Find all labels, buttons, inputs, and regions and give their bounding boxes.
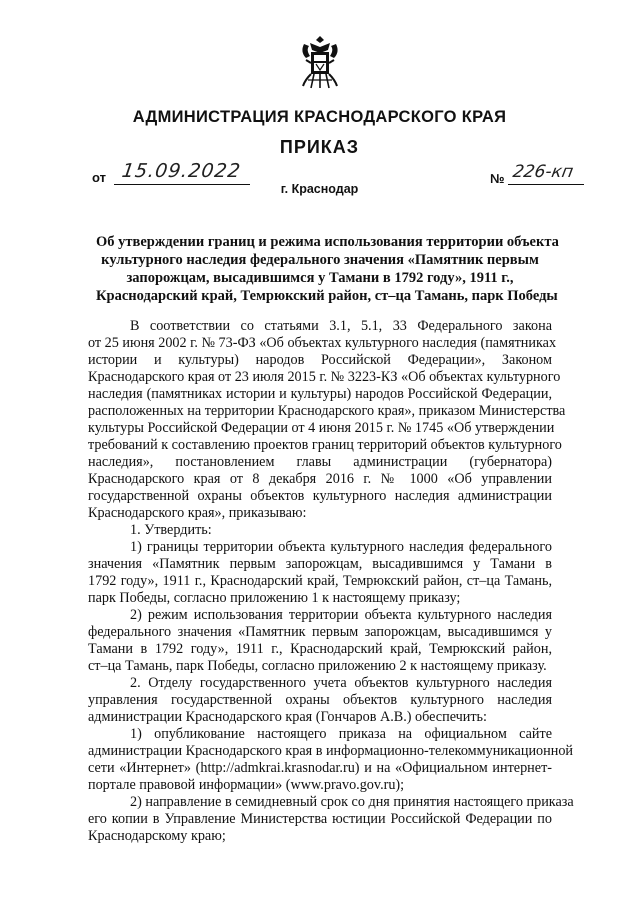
- order-title: [96, 233, 559, 305]
- document-type: ПРИКАЗ: [279, 137, 360, 157]
- title-line: Об утверждении границ и режима использования территории объекта: [96, 234, 559, 250]
- organization-name: АДМИНИСТРАЦИЯ КРАСНОДАРСКОГО КРАЯ: [132, 108, 507, 126]
- body-line: наследия (памятниках истории и культуры) народов Российской Федерации,: [88, 386, 552, 402]
- order-body: [88, 318, 574, 845]
- coat-of-arms-icon: [298, 34, 342, 90]
- body-line: 1) границы территории объекта культурного наследия федерального: [130, 539, 552, 555]
- date-label: от: [92, 170, 106, 185]
- body-line: требований к составлению проектов границ территорий объектов культурного: [88, 437, 562, 453]
- body-line: значения «Памятник первым запорожцам, высадившимся у Тамани в: [88, 556, 552, 572]
- body-line: расположенных на территории Краснодарского края», приказом Министерства: [88, 403, 566, 419]
- body-line: наследия», постановлением главы администрации (губернатора): [88, 454, 552, 470]
- body-line: администрации Краснодарского края в информационно-телекоммуникационной: [88, 743, 574, 759]
- body-line: парк Победы, согласно приложению 1 к настоящему приказу;: [88, 590, 461, 606]
- body-line: портале правовой информации» (www.pravo.gov.ru);: [88, 777, 405, 793]
- body-line: государственной охраны объектов культурного наследия администрации: [88, 488, 552, 504]
- handwritten-date: 15.09.2022: [120, 160, 243, 182]
- body-line: В соответствии со статьями 3.1, 5.1, 33 Федерального закона: [130, 318, 552, 334]
- number-label: №: [490, 171, 505, 186]
- title-line: Краснодарский край, Темрюкский район, ст–ца Тамань, парк Победы: [96, 288, 558, 304]
- body-line: его копии в Управление Министерства юстиции Российской Федерации по: [88, 811, 552, 827]
- number-underline: [508, 184, 584, 185]
- city-name: г. Краснодар: [280, 182, 359, 196]
- title-line: запорожцам, высадившимся у Тамани в 1792 году», 1911 г.,: [126, 270, 514, 286]
- body-line: Краснодарского края от 8 декабря 2016 г. № 1000 «Об управлении: [88, 471, 552, 487]
- handwritten-number: 226-кп: [511, 162, 575, 182]
- body-line: 2) режим использования территории объекта культурного наследия: [130, 607, 552, 623]
- body-line: Краснодарского края», приказываю:: [88, 505, 307, 521]
- body-line: ст–ца Тамань, парк Победы, согласно приложению 2 к настоящему приказу.: [88, 658, 547, 674]
- body-line: Краснодарского края от 23 июля 2015 г. № 3223-КЗ «Об объектах культурного: [88, 369, 561, 385]
- body-line: администрации Краснодарского края (Гончаров А.В.) обеспечить:: [88, 709, 487, 725]
- body-line: 2) направление в семидневный срок со дня принятия настоящего приказа: [130, 794, 574, 810]
- body-line: 2. Отделу государственного учета объектов культурного наследия: [130, 675, 552, 691]
- body-line: Краснодарскому краю;: [88, 828, 226, 844]
- body-line: Тамани в 1792 году», 1911 г., Краснодарский край, Темрюкский район,: [88, 641, 552, 657]
- title-line: культурного наследия федерального значения «Памятник первым: [101, 252, 539, 268]
- body-line: сети «Интернет» (http://admkrai.krasnodar.ru) и на «Официальном интернет-: [88, 760, 552, 776]
- body-line: федерального значения «Памятник первым запорожцам, высадившимся у: [88, 624, 552, 640]
- body-line: 1) опубликование настоящего приказа на официальном сайте: [130, 726, 552, 742]
- body-line: 1. Утвердить:: [130, 522, 212, 538]
- body-line: 1792 году», 1911 г., Краснодарский край, Темрюкский район, ст–ца Тамань,: [88, 573, 552, 589]
- body-line: от 25 июня 2002 г. № 73-ФЗ «Об объектах культурного наследия (памятниках: [88, 335, 557, 351]
- body-line: управления государственной охраны объектов культурного наследия: [88, 692, 552, 708]
- body-line: культуры Российской Федерации от 4 июня 2015 г. № 1745 «Об утверждении: [88, 420, 555, 436]
- body-line: истории и культуры) народов Российской Федерации», Законом: [88, 352, 552, 368]
